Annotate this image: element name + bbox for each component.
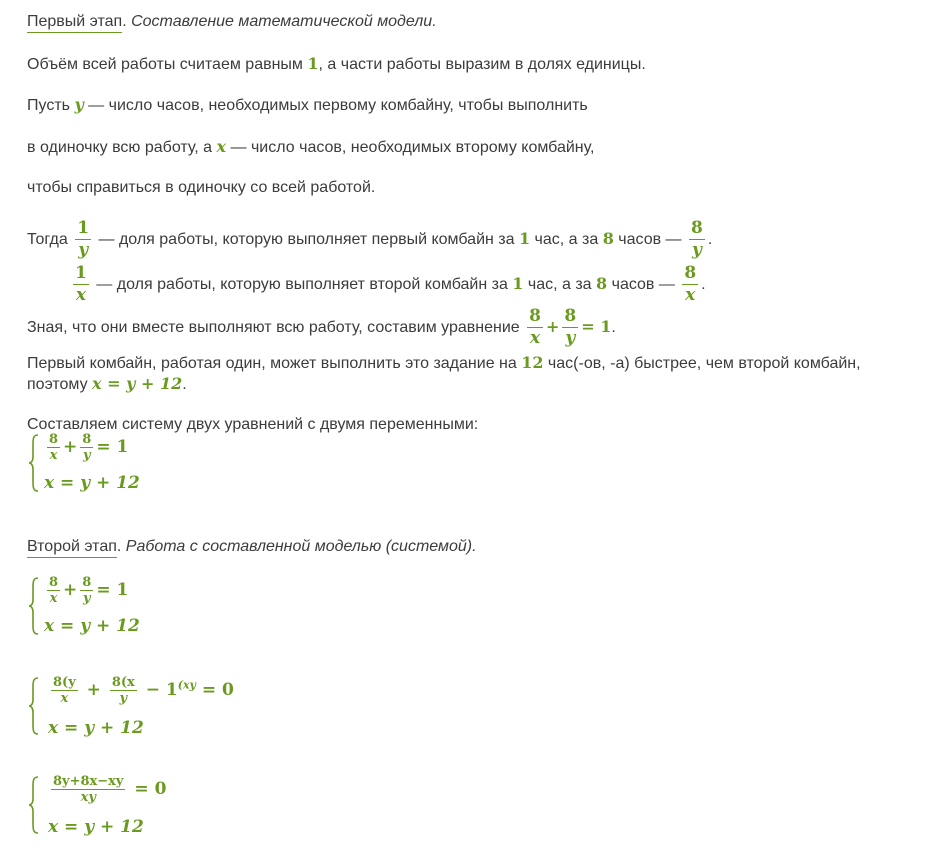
- stage1-heading: Первый этап. Составление математической модели.: [27, 12, 437, 32]
- paragraph-first-combine-share: Тогда $\frac{1}{y}$ — доля работы, которую выполняет первый комбайн за 1 час, а за 8 часов — $\frac{8}{y}$ .: [27, 218, 713, 261]
- system-1-row-1: $\frac{8}{x}$ + $\frac{8}{y}$ = 1: [49, 432, 129, 463]
- paragraph-system-intro: Составляем систему двух уравнений с двумя переменными:: [27, 416, 479, 433]
- system-3-row-2: x = y + 12: [48, 718, 144, 738]
- stage2-subtitle: Работа с составленной моделью (системой).: [125, 538, 477, 555]
- fraction-8-over-x: $\frac{8}{x}$: [684, 263, 697, 306]
- left-brace-icon: [28, 433, 40, 493]
- system-4-row-2: x = y + 12: [48, 817, 144, 837]
- fraction-1-over-y: $\frac{1}{y}$: [77, 218, 90, 261]
- system-2-row-2: x = y + 12: [44, 616, 140, 636]
- fraction-1-over-x: $\frac{1}{x}$: [75, 263, 87, 306]
- stage1-subtitle: Составление математической модели.: [131, 13, 437, 30]
- fraction-8-over-x-eq: $\frac{8}{x}$: [529, 306, 541, 349]
- left-brace-icon: [28, 676, 40, 736]
- system-1-row-2: x = y + 12: [44, 473, 140, 493]
- paragraph-alone: чтобы справиться в одиночку со всей работой.: [27, 179, 376, 196]
- left-brace-icon: [28, 775, 40, 835]
- stage2-heading: Второй этап. Работа с составленной моделью (системой).: [27, 537, 477, 557]
- system-4-row-1: $\frac{8y+8x-xy}{xy}$ = 0: [53, 774, 167, 805]
- stage2-title: Второй этап: [27, 538, 117, 558]
- stage1-title: Первый этап: [27, 13, 122, 33]
- paragraph-define-y: Пусть y — число часов, необходимых первому комбайну, чтобы выполнить: [27, 95, 588, 114]
- system-2-row-1: $\frac{8}{x}$ + $\frac{8}{y}$ = 1: [49, 575, 129, 606]
- paragraph-define-x: в одиночку всю работу, а x — число часов, необходимых второму комбайну,: [27, 137, 595, 156]
- paragraph-total-work: Объём всей работы считаем равным 1, а части работы выразим в долях единицы.: [27, 54, 646, 73]
- system-3-row-1: $\frac{8(y}{x}$ + $\frac{8(x}{y}$ − $1^{(xy} = 0$: [53, 675, 234, 706]
- fraction-8-over-y-eq: $\frac{8}{y}$: [564, 306, 577, 349]
- left-brace-icon: [28, 576, 40, 636]
- paragraph-second-combine-share: $\frac{1}{x}$ — доля работы, которую выполняет второй комбайн за 1 час, а за 8 часов — $\frac{8}{x}$ .: [75, 263, 706, 306]
- paragraph-therefore: поэтому x = y + 12.: [27, 374, 187, 393]
- paragraph-equation: Зная, что они вместе выполняют всю работу, составим уравнение $\frac{8}{x}$ + $\frac{8}{y}$ = 1.: [27, 306, 616, 349]
- paragraph-faster: Первый комбайн, работая один, может выполнить это задание на 12 час(-ов, -а) быстрее, чем второй комбайн,: [27, 353, 861, 372]
- fraction-8-over-y: $\frac{8}{y}$: [691, 218, 703, 261]
